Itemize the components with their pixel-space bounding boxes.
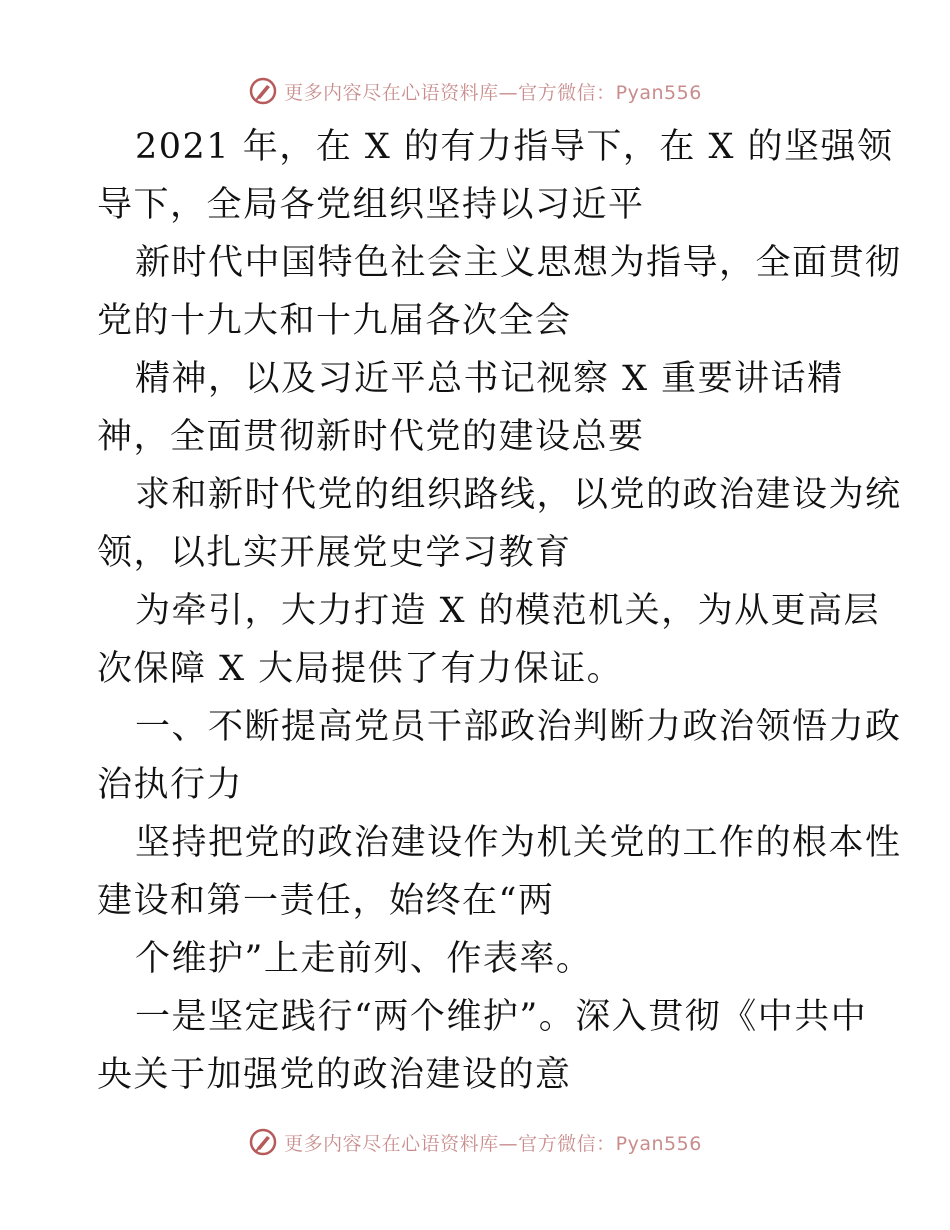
footer-watermark <box>0 1122 950 1162</box>
watermark-text: 更多内容尽在心语资料库—官方微信：Pyan556 <box>284 81 702 104</box>
text-line: 党的十九大和十九届各次全会 <box>97 301 572 341</box>
text-line: 求和新时代党的组织路线，以党的政治建设为统 <box>135 475 902 515</box>
text-line: 次保障 X 大局提供了有力保证。 <box>97 649 624 689</box>
text-line: 精神，以及习近平总书记视察 X 重要讲话精 <box>135 359 844 399</box>
text-line: 一是坚定践行“两个维护”。深入贯彻《中共中 <box>135 997 868 1037</box>
text-line: 央关于加强党的政治建设的意 <box>97 1055 572 1095</box>
text-line: 坚持把党的政治建设作为机关党的工作的根本性 <box>135 823 902 863</box>
text-line: 领，以扎实开展党史学习教育 <box>97 533 572 573</box>
text-line: 神，全面贯彻新时代党的建设总要 <box>97 417 645 457</box>
text-line: 为牵引，大力打造 X 的模范机关，为从更高层 <box>135 591 881 631</box>
text-line: 建设和第一责任，始终在“两 <box>97 881 555 921</box>
header-watermark <box>0 71 950 111</box>
section-heading: 治执行力 <box>97 765 244 805</box>
watermark-text: 更多内容尽在心语资料库—官方微信：Pyan556 <box>284 1132 702 1155</box>
quill-seal-icon <box>248 1127 278 1157</box>
text-line: 个维护”上走前列、作表率。 <box>135 939 593 979</box>
text-line: 2021 年，在 X 的有力指导下，在 X 的坚强领 <box>135 127 894 167</box>
document-body <box>97 118 902 1104</box>
text-line: 导下，全局各党组织坚持以习近平 <box>97 185 645 225</box>
text-line: 新时代中国特色社会主义思想为指导，全面贯彻 <box>135 243 902 283</box>
section-heading: 一、不断提高党员干部政治判断力政治领悟力政 <box>135 707 902 747</box>
quill-seal-icon <box>248 76 278 106</box>
